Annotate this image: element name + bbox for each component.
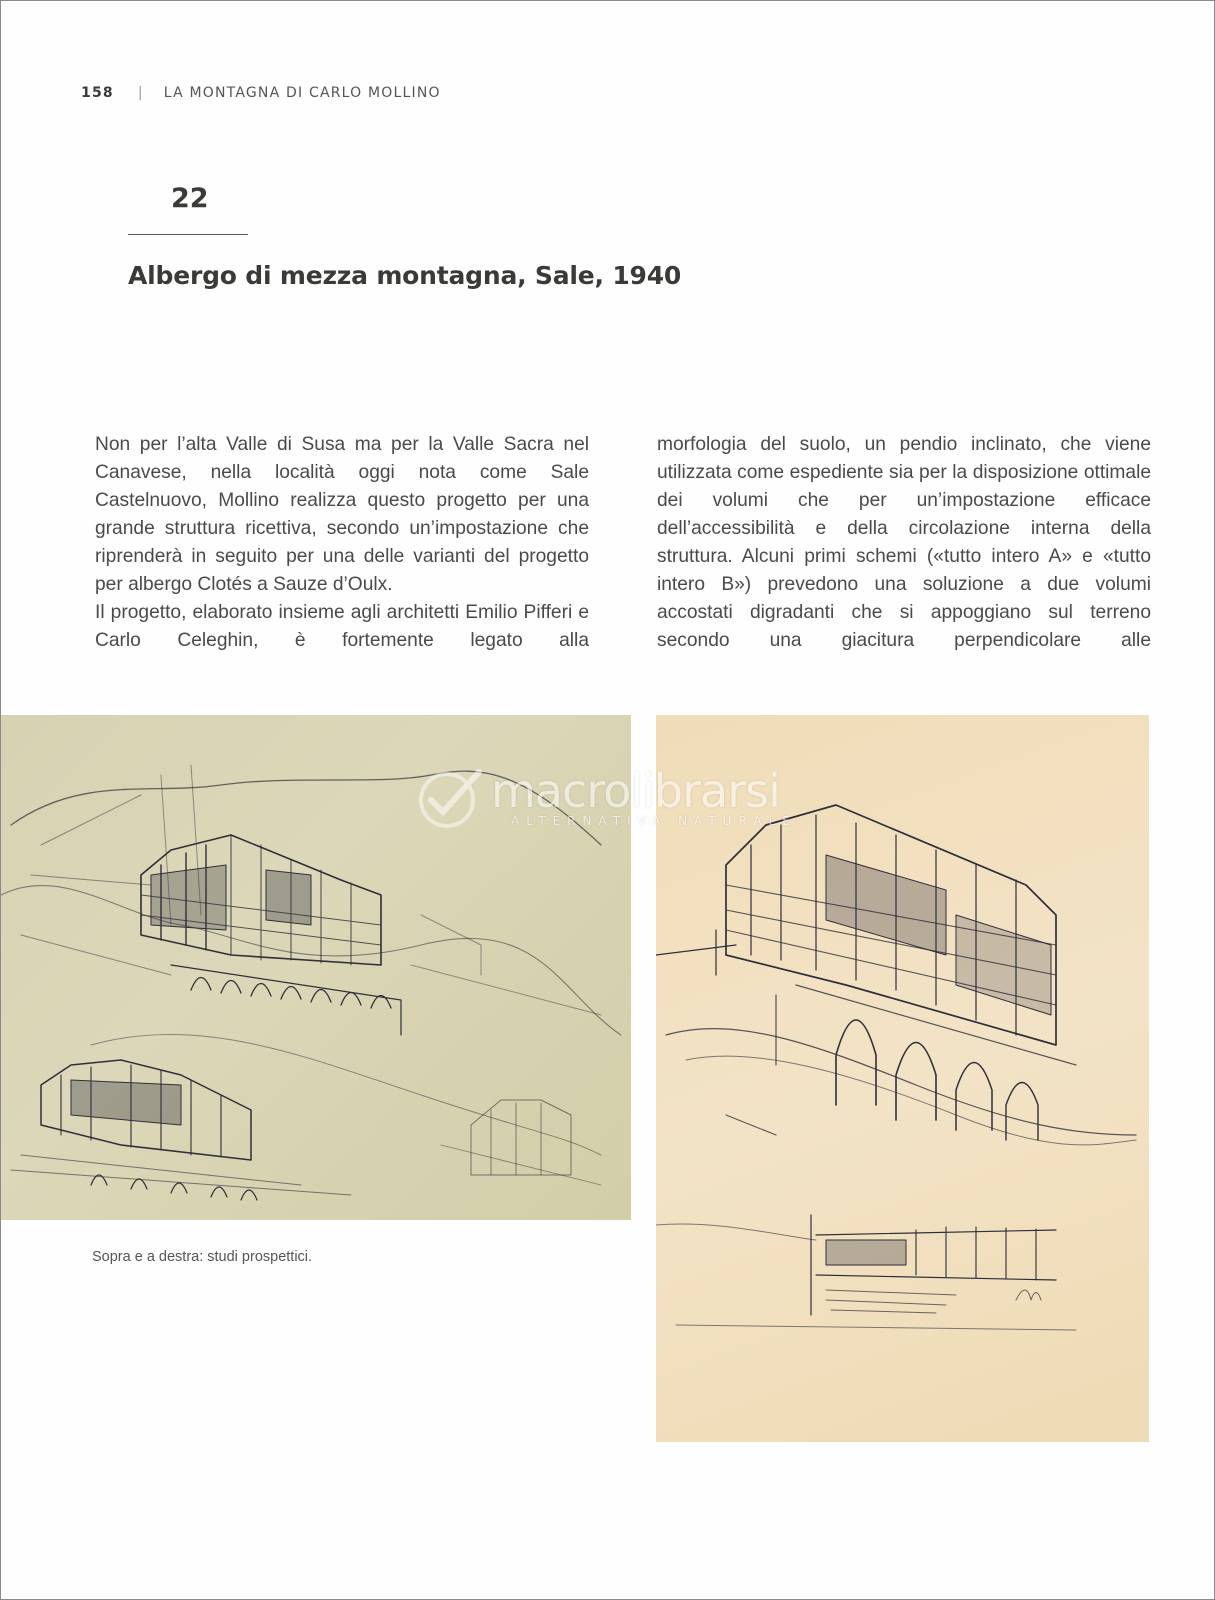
body-paragraph: Non per l’alta Valle di Susa ma per la Valle Sacra nel Canavese, nella località oggi nota come Sale Castelnuovo, Mollino realizza questo progetto per una grande struttura ricettiva, secondo un’impostazione che riprenderà in seguito per una delle varianti del progetto per albergo Clotés a Sauze d’Oulx. bbox=[95, 434, 589, 595]
perspective-sketch-right bbox=[656, 715, 1149, 1442]
sketch-image-right bbox=[656, 715, 1149, 1442]
watermark-tagline: ALTERNATIVA NATURALE bbox=[511, 814, 797, 828]
book-title: LA MONTAGNA DI CARLO MOLLINO bbox=[163, 85, 441, 101]
page-number: 158 bbox=[81, 85, 114, 101]
chapter-number: 22 bbox=[171, 183, 209, 214]
chapter-divider bbox=[128, 234, 248, 235]
figure-caption: Sopra e a destra: studi prospettici. bbox=[92, 1249, 313, 1265]
text-column-right bbox=[657, 431, 1151, 655]
perspective-sketch-left bbox=[1, 715, 631, 1220]
text-column-left bbox=[95, 431, 589, 655]
running-head bbox=[81, 85, 441, 101]
chapter-title: Albergo di mezza montagna, Sale, 1940 bbox=[128, 261, 682, 290]
sketch-image-left bbox=[1, 715, 631, 1220]
body-paragraph: morfologia del suolo, un pendio inclinato, che viene utilizzata come espediente sia per la disposizione ottimale dei volumi che per un’impostazione efficace dell’accessibilità e della circolazione interna della struttura. Alcuni primi schemi («tutto intero A» e «tutto intero B») prevedono una soluzione a due volumi accostati digradanti che si appoggiano sul terreno secondo una giacitura perpendicolare alle bbox=[657, 434, 1151, 651]
header-separator: | bbox=[137, 85, 144, 101]
watermark-name: macrolibrarsi bbox=[491, 764, 780, 818]
body-paragraph: Il progetto, elaborato insieme agli architetti Emilio Pifferi e Carlo Celeghin, è fortemente legato alla bbox=[95, 602, 589, 651]
